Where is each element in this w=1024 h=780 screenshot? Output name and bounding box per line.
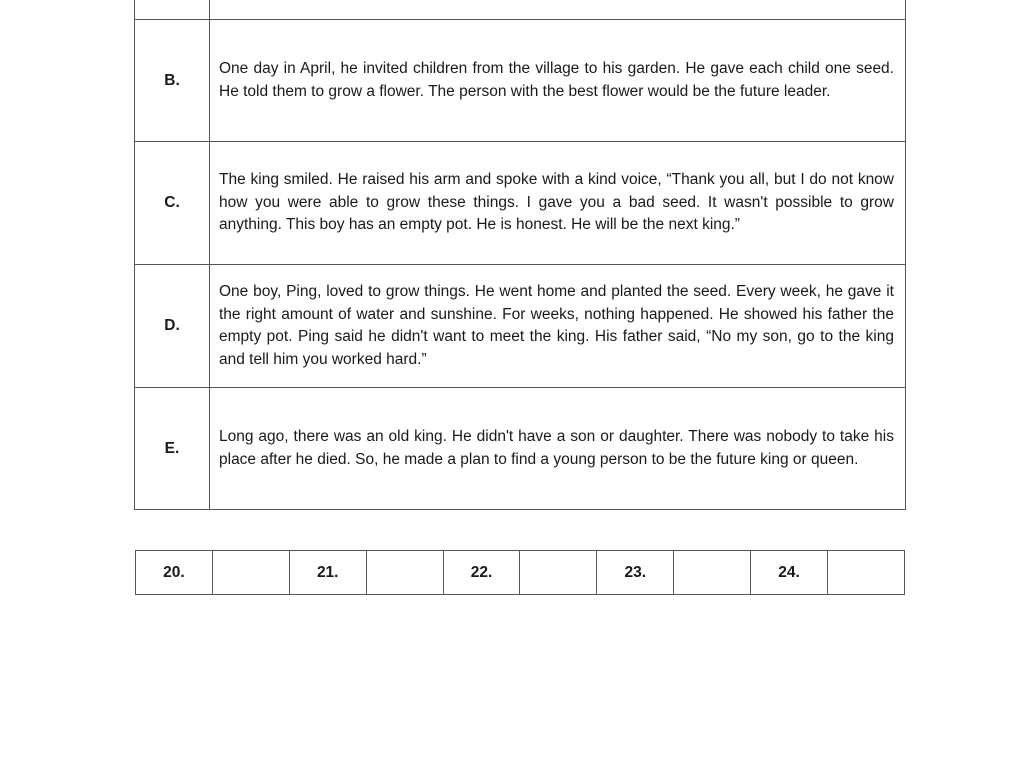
table-row (135, 265, 906, 388)
row-letter: B. (135, 20, 210, 142)
question-number: 20. (136, 551, 213, 595)
answer-box[interactable] (366, 551, 443, 595)
row-paragraph: One boy, Ping, loved to grow things. He went home and planted the seed. Every week, he gave it the right amount of water and sunshine. For weeks, nothing happened. He showed his father the empty pot. Ping said he didn't want to meet the king. His father said, “No my son, go to the king and tell him you worked hard.” (210, 265, 906, 388)
row-letter: C. (135, 142, 210, 265)
answer-row (136, 551, 905, 595)
answer-box[interactable] (674, 551, 751, 595)
question-number: 22. (443, 551, 520, 595)
table-row (135, 388, 906, 510)
row-letter: E. (135, 388, 210, 510)
row-paragraph: One day in April, he invited children from the village to his garden. He gave each child one seed. He told them to grow a flower. The person with the best flower would be the future leader. (210, 20, 906, 142)
question-number: 23. (597, 551, 674, 595)
row-paragraph (210, 0, 906, 20)
answer-box[interactable] (212, 551, 289, 595)
story-paragraph-table (134, 0, 906, 510)
row-letter: D. (135, 265, 210, 388)
row-paragraph: Long ago, there was an old king. He didn't have a son or daughter. There was nobody to take his place after he died. So, he made a plan to find a young person to be the future king or queen. (210, 388, 906, 510)
table-row (135, 0, 906, 20)
row-paragraph: The king smiled. He raised his arm and spoke with a kind voice, “Thank you all, but I do not know how you were able to grow these things. I gave you a bad seed. It wasn't possible to grow anything. This boy has an empty pot. He is honest. He will be the next king.” (210, 142, 906, 265)
answer-box[interactable] (828, 551, 905, 595)
table-row (135, 142, 906, 265)
answer-box[interactable] (520, 551, 597, 595)
row-letter (135, 0, 210, 20)
answer-grid (135, 550, 905, 595)
question-number: 21. (289, 551, 366, 595)
table-row (135, 20, 906, 142)
question-number: 24. (751, 551, 828, 595)
